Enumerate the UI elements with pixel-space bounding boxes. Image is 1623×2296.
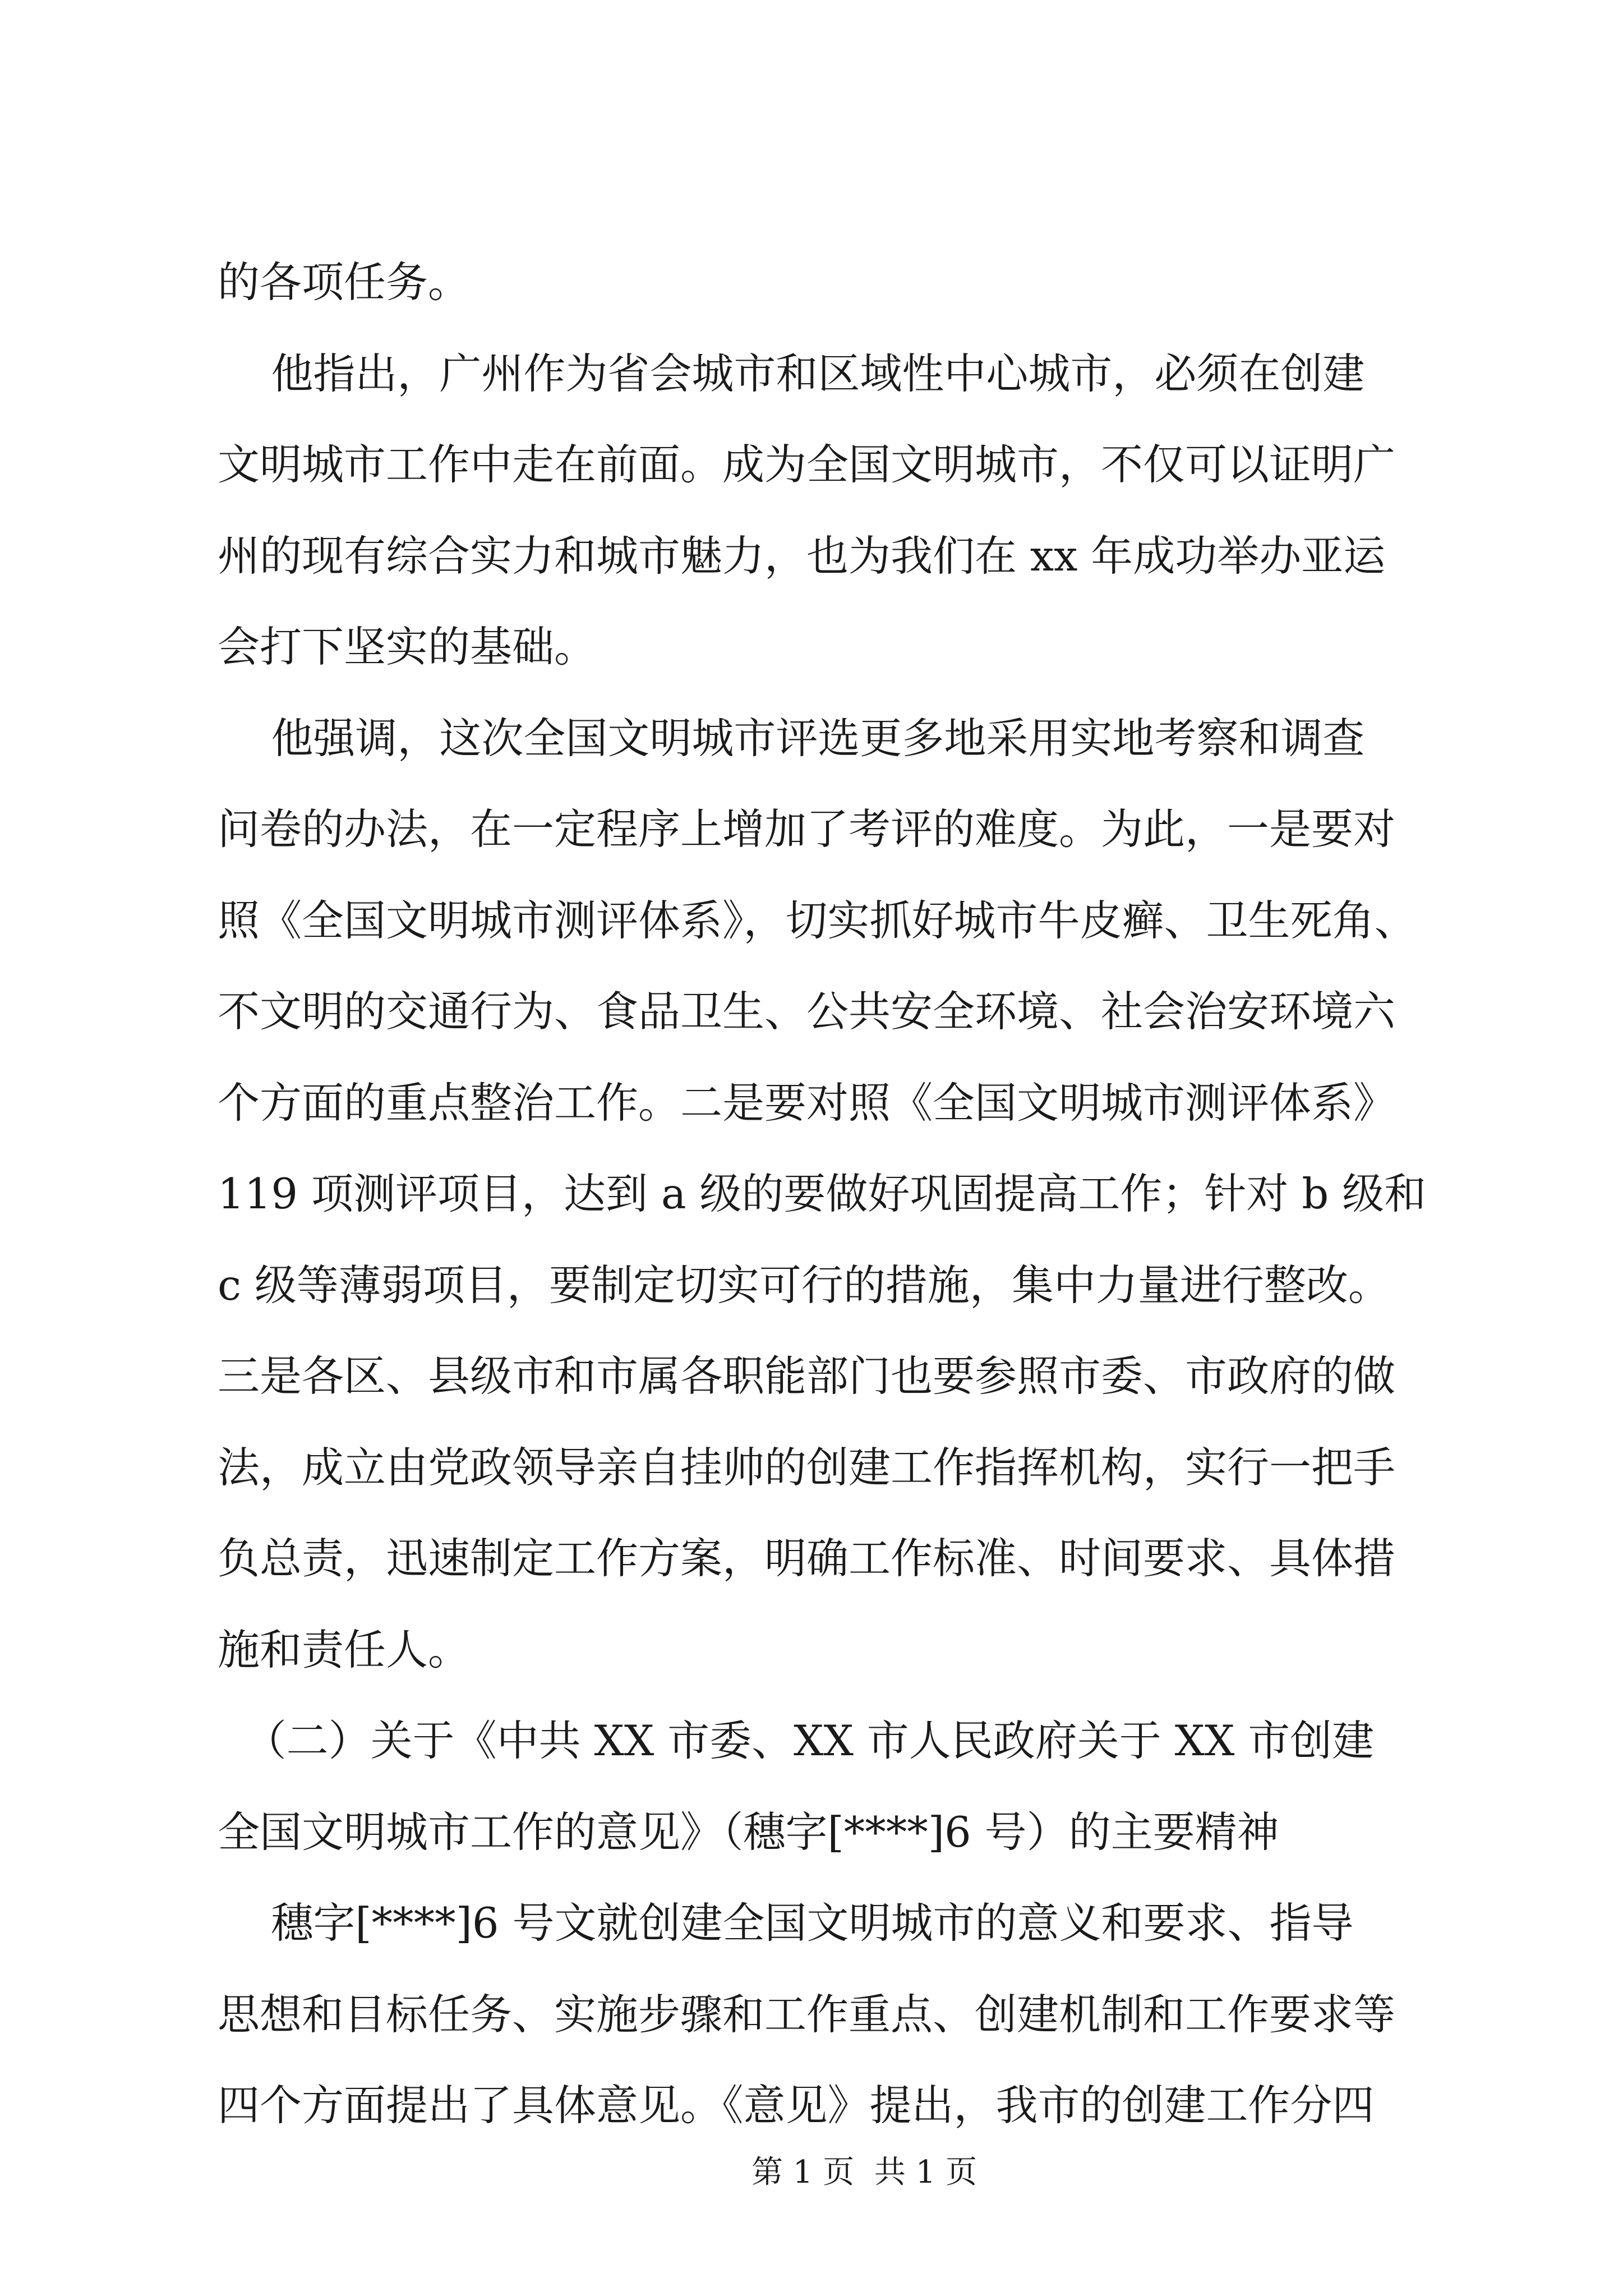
text-line: 思想和目标任务、实施步骤和工作重点、创建机制和工作要求等 — [218, 1989, 1396, 2039]
text-line: 不文明的交通行为、食品卫生、公共安全环境、社会治安环境六 — [218, 987, 1396, 1036]
text-line: 的各项任务。 — [218, 257, 471, 307]
text-line: 他强调，这次全国文明城市评选更多地采用实地考察和调查 — [218, 713, 1365, 763]
text-line: 州的现有综合实力和城市魅力，也为我们在 xx 年成功举办亚运 — [218, 531, 1386, 581]
text-line: c 级等薄弱项目，要制定切实可行的措施，集中力量进行整改。 — [218, 1260, 1390, 1310]
text-line: 三是各区、县级市和市属各职能部门也要参照市委、市政府的做 — [218, 1351, 1396, 1401]
text-line: 文明城市工作中走在前面。成为全国文明城市，不仅可以证明广 — [218, 440, 1396, 489]
text-line: 照《全国文明城市测评体系》，切实抓好城市牛皮癣、卫生死角、 — [218, 895, 1417, 945]
text-line: 个方面的重点整治工作。二是要对照《全国文明城市测评体系》 — [218, 1078, 1396, 1128]
text-line: 119 项测评项目，达到 a 级的要做好巩固提高工作；针对 b 级和 — [218, 1169, 1427, 1218]
text-line: 穗字[****]6 号文就创建全国文明城市的意义和要求、指导 — [218, 1898, 1354, 1948]
text-line: 他指出，广州作为省会城市和区域性中心城市，必须在创建 — [218, 348, 1365, 398]
text-line: 负总责，迅速制定工作方案，明确工作标准、时间要求、具体措 — [218, 1534, 1396, 1583]
text-line: 施和责任人。 — [218, 1625, 471, 1674]
text-line: 四个方面提出了具体意见。《意见》提出，我市的创建工作分四 — [218, 2081, 1375, 2130]
section-heading-line: （二）关于《中共 XX 市委、XX 市人民政府关于 XX 市创建 — [218, 1716, 1375, 1765]
page-number-footer: 第 1 页 共 1 页 — [751, 2154, 978, 2191]
section-heading-line: 全国文明城市工作的意见》（穗字[****]6 号）的主要精神 — [218, 1807, 1279, 1857]
text-line: 会打下坚实的基础。 — [218, 622, 597, 671]
text-line: 问卷的办法，在一定程序上增加了考评的难度。为此，一是要对 — [218, 804, 1396, 854]
text-line: 法，成立由党政领导亲自挂帅的创建工作指挥机构，实行一把手 — [218, 1442, 1396, 1492]
